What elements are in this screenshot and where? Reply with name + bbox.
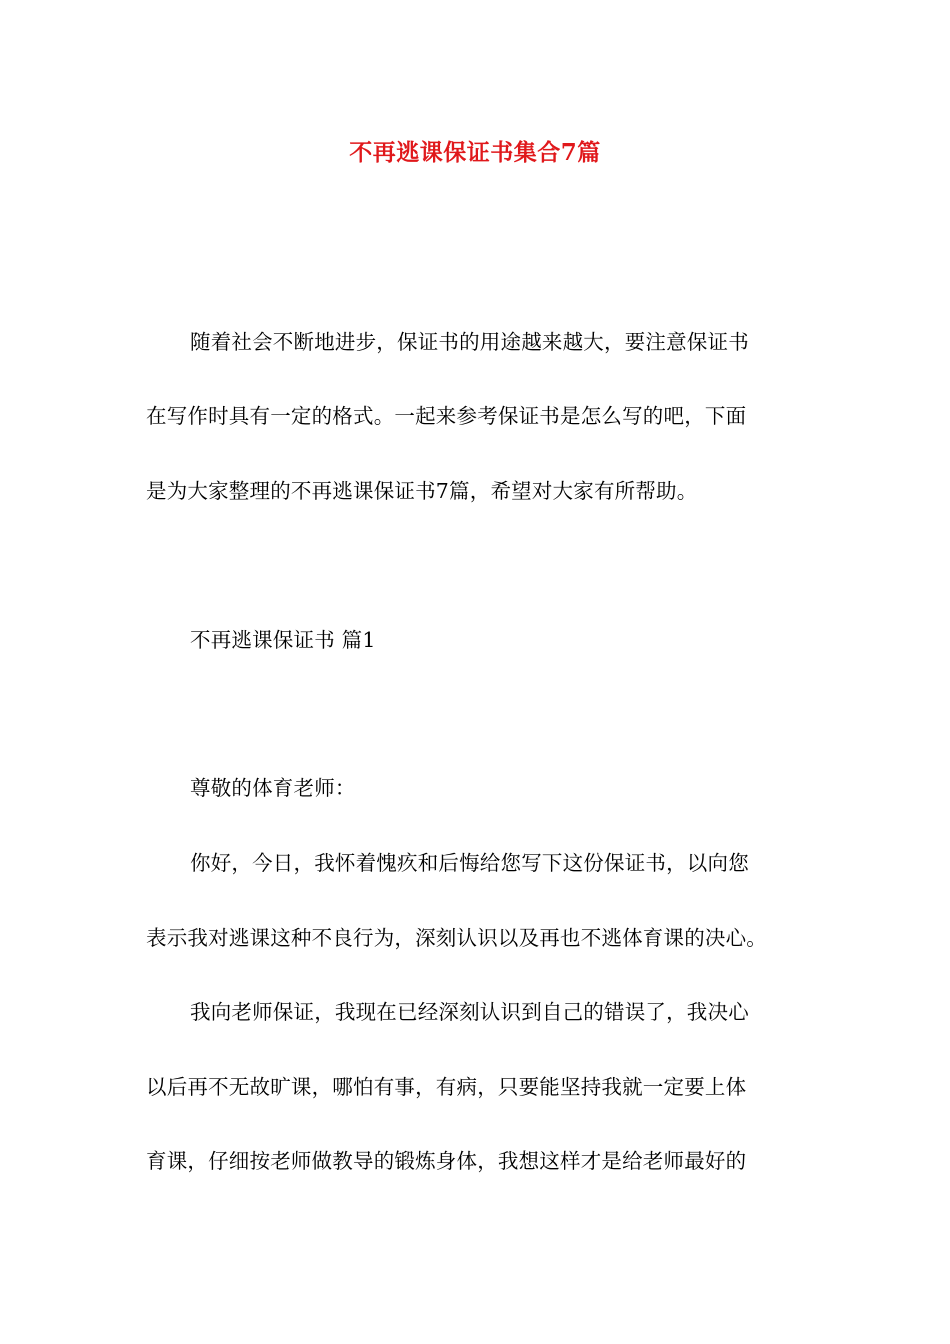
body-line-2: 表示我对逃课这种不良行为，深刻认识以及再也不逃体育课的决心。 [146,926,767,950]
document-title: 不再逃课保证书集合7篇 [349,139,601,166]
intro-line-1: 随着社会不断地进步，保证书的用途越来越大，要注意保证书 [190,330,749,354]
body-line-3: 我向老师保证，我现在已经深刻认识到自己的错误了，我决心 [190,1000,749,1024]
section-heading: 不再逃课保证书 篇1 [190,628,376,652]
body-line-1: 你好，今日，我怀着愧疚和后悔给您写下这份保证书，以向您 [190,851,749,875]
intro-line-2: 在写作时具有一定的格式。一起来参考保证书是怎么写的吧，下面 [146,404,747,428]
body-line-5: 育课，仔细按老师做教导的锻炼身体，我想这样才是给老师最好的 [146,1149,747,1173]
body-line-4: 以后再不无故旷课，哪怕有事，有病，只要能坚持我就一定要上体 [146,1075,747,1099]
intro-line-3: 是为大家整理的不再逃课保证书7篇，希望对大家有所帮助。 [146,479,698,503]
salutation: 尊敬的体育老师： [190,776,356,800]
